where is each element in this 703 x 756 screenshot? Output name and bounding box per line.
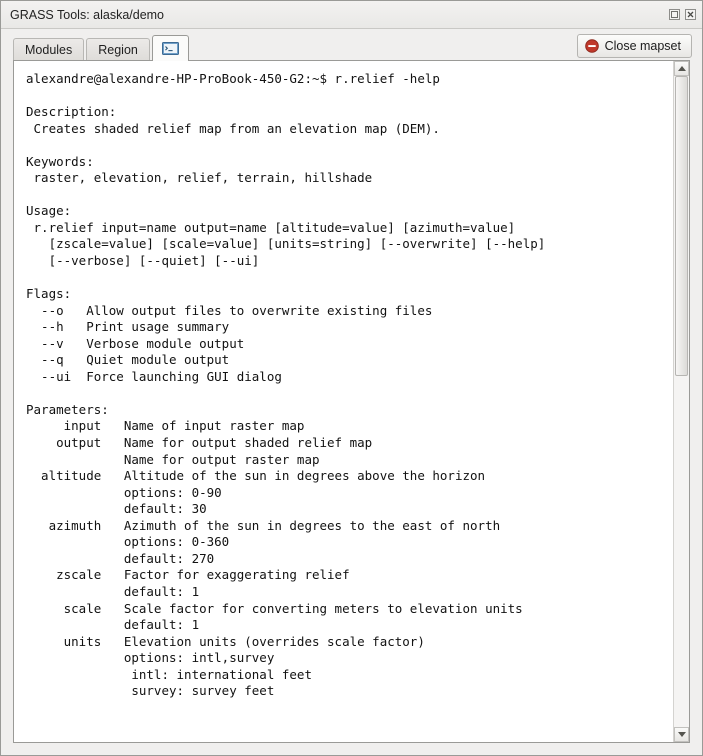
window-titlebar [1, 1, 702, 29]
scroll-down-arrow[interactable] [674, 727, 689, 742]
window-controls [669, 9, 696, 20]
arrow-up-icon [678, 66, 686, 71]
tab-modules-label: Modules [25, 43, 73, 57]
console-scrollbar[interactable] [673, 61, 689, 742]
arrow-down-icon [678, 732, 686, 737]
scroll-thumb[interactable] [675, 76, 688, 376]
console-panel [13, 60, 690, 743]
scroll-up-arrow[interactable] [674, 61, 689, 76]
tabbar [1, 29, 702, 60]
tab-region[interactable] [86, 38, 150, 61]
tab-region-label: Region [98, 43, 138, 57]
close-window-button[interactable] [685, 9, 696, 20]
console-output[interactable]: alexandre@alexandre-HP-ProBook-450-G2:~$ r.relief -help Description: Creates shaded relief map from an elevation map (DEM). Keywords: raster, elevation, relief, terrain, hillshade Usage: r.relief input=name output=name [altitude=value] [azimuth=value] [zscale=value] [scale=value] [units=string] [--overwrite] [--help] [--verbose] [--quiet] [--ui] Flags: --o Allow output files to overwrite existing files --h Print usage summary --v Verbose module output --q Quiet module output --ui Force launching GUI dialog Parameters: input Name of input raster map output Name for output shaded relief map Name for output raster map altitude Altitude of the sun in degrees above the horizon options: 0-90 default: 30 azimuth Azimuth of the sun in degrees to the east of north options: 0-360 default: 270 zscale Factor for exaggerating relief default: 1 scale Scale factor for converting meters to elevation units default: 1 units Elevation units (overrides scale factor) options: intl,survey intl: international feet survey: survey feet [26, 71, 546, 699]
tab-modules[interactable] [13, 38, 84, 61]
close-mapset-label: Close mapset [604, 39, 681, 53]
stop-sign-icon [585, 39, 599, 53]
tab-list [13, 34, 577, 60]
maximize-window-button[interactable] [669, 9, 680, 20]
close-mapset-button[interactable] [577, 34, 692, 58]
console-icon [162, 41, 179, 56]
scrollbar-track[interactable] [674, 76, 689, 727]
tab-console[interactable] [152, 35, 189, 61]
window-title: GRASS Tools: alaska/demo [10, 7, 165, 22]
